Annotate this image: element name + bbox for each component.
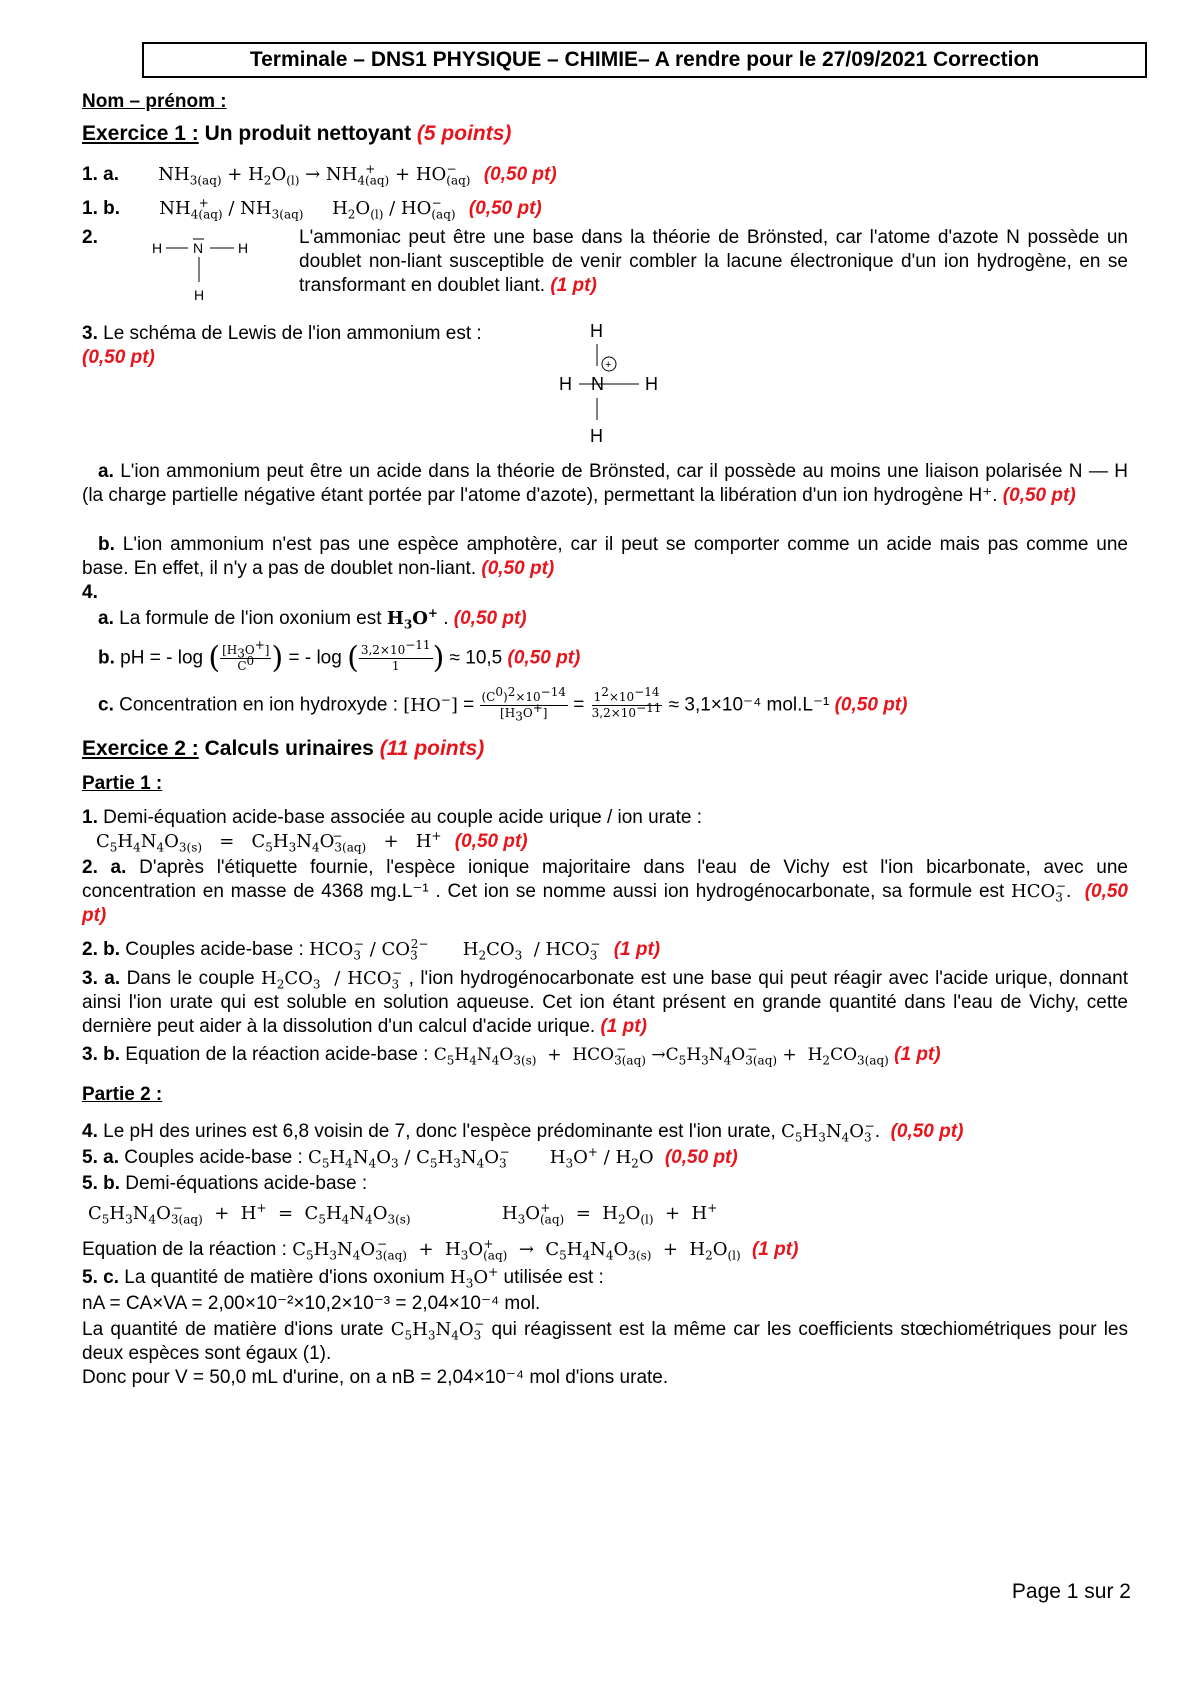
q4a: a. La formule de l'ion oxonium est $H_3O^+$ . (0,50 pt) xyxy=(98,606,527,632)
svg-text:N: N xyxy=(193,240,204,256)
q4c: c. Concentration en ion hydroxyde : [HO−] = $\frac{(C^0)^2\times 10^{-14}}{[H_3O^+]}$ = $\frac{1^2\times 10^{-14}}{3,2\times 10^{-11}}$ ≈ 3,1×10⁻⁴ mol.L⁻¹ (0,50 pt) xyxy=(98,685,908,724)
ex2-q3b: 3. b. Equation de la réaction acide-base : $C_5H_4N_4O_{3(s)} + HCO_{3(aq)}^- \to C_5H_3N_4O_{3(aq)}^- + H_2CO_{3(aq)}$ (1 pt) xyxy=(82,1042,941,1068)
ex2-q4: 4. Le pH des urines est 6,8 voisin de 7, donc l'espèce prédominante est l'ion urate, $C_5H_3N_4O_3^-$. (0,50 pt) xyxy=(82,1119,964,1145)
ex2-q1-equation: $C_5H_4N_4O_{3(s)} = C_5H_3N_4O_{3(aq)}^- + H^+$ (0,50 pt) xyxy=(96,829,528,855)
ex2-q2b: 2. b. Couples acide-base : $HCO_3^- / CO_3^{2-}$ $H_2CO_3 / HCO_3^-$ (1 pt) xyxy=(82,937,661,963)
svg-text:H: H xyxy=(152,240,163,256)
q2-answer: L'ammoniac peut être une base dans la théorie de Brönsted, car l'atome d'azote N possède un doublet non-liant susceptible de venir combler la lacune électronique d'un ion hydrogène, en se transformant en doublet liant. (1 pt) xyxy=(299,227,1128,296)
q1a: 1. a. $NH_{3(aq)} + H_2O_{(l)} \to NH_{4(aq)}^+ + HO_{(aq)}^-$ (0,50 pt) xyxy=(82,162,557,188)
ex2-q1: 1. Demi-équation acide-base associée au couple acide urique / ion urate : xyxy=(82,807,703,828)
svg-text:H: H xyxy=(590,426,603,446)
q3a: a. L'ion ammonium peut être un acide dans la théorie de Brönsted, car il possède au moins une liaison polarisée N — H (la charge partielle négative étant portée par l'atome d'azote), permettant la libération d'un ion hydrogène H⁺. (0,50 pt) xyxy=(82,461,1128,506)
partie-1-heading: Partie 1 : xyxy=(82,773,163,794)
na-calculation: nA = CA×VA = 2,00×10⁻²×10,2×10⁻³ = 2,04×10⁻⁴ mol. xyxy=(82,1293,541,1314)
exercise-2-heading: Exercice 2 : Calculs urinaires (11 points) xyxy=(82,737,485,760)
q2-number: 2. xyxy=(82,227,98,248)
page-number: Page 1 sur 2 xyxy=(1011,1580,1131,1603)
svg-text:H: H xyxy=(559,374,572,394)
ex2-q5a: 5. a. Couples acide-base : $C_5H_4N_4O_3 / C_5H_3N_4O_3^-$ $H_3O^+ / H_2O$ (0,50 pt) xyxy=(82,1145,738,1171)
q1a-equation: $NH_{3(aq)} + H_2O_{(l)} \to NH_{4(aq)}^+ + HO_{(aq)}^-$ xyxy=(158,162,471,188)
q3: 3. Le schéma de Lewis de l'ion ammonium est : xyxy=(82,323,482,344)
ammonia-lewis-structure xyxy=(140,230,280,310)
svg-text:N: N xyxy=(591,374,604,394)
ex2-q5c: 5. c. La quantité de matière d'ions oxonium $H_3O^+$ utilisée est : xyxy=(82,1265,604,1291)
ex2-reaction-equation: Equation de la réaction : $C_5H_3N_4O_{3(aq)}^- + H_3O_{(aq)}^+ \to C_5H_4N_4O_{3(s)} + H_2O_{(l)}$ (1 pt) xyxy=(82,1237,799,1263)
exercise-1-heading: Exercice 1 : Un produit nettoyant (5 points) xyxy=(82,122,512,145)
name-field-label: Nom – prénom : xyxy=(82,91,227,112)
q3-points: (0,50 pt) xyxy=(82,347,155,368)
q4b: b. pH = - log ( $\frac{[H_3O^+]}{C^0}$ ) = - log ( $\frac{3,2\times 10^{-11}}{1}$ ) ≈ 10,5 (0,50 pt) xyxy=(98,638,581,676)
document-title: Terminale – DNS1 PHYSIQUE – CHIMIE– A rendre pour le 27/09/2021 Correction xyxy=(142,42,1147,78)
ex2-q5b: 5. b. Demi-équations acide-base : xyxy=(82,1173,368,1194)
q1b-couples: $NH_{4(aq)}^+ / NH_{3(aq)}$ $H_2O_{(l)} / HO_{(aq)}^-$ xyxy=(159,196,456,222)
conclusion-line: Donc pour V = 50,0 mL d'urine, on a nB = 2,04×10⁻⁴ mol d'ions urate. xyxy=(82,1367,669,1388)
partie-2-heading: Partie 2 : xyxy=(82,1084,163,1105)
q4-number: 4. xyxy=(82,582,98,603)
svg-text:H: H xyxy=(194,287,205,303)
q1b: 1. b. $NH_{4(aq)}^+ / NH_{3(aq)}$ $H_2O_{(l)} / HO_{(aq)}^-$ (0,50 pt) xyxy=(82,196,542,222)
urate-quantity: La quantité de matière d'ions urate $C_5H_3N_4O_3^-$ qui réagissent est la même car les coefficients stœchiométriques pour les deux espèces sont égaux (1). xyxy=(82,1317,1128,1364)
ammonium-lewis-structure xyxy=(559,320,735,460)
svg-text:H: H xyxy=(645,374,658,394)
svg-text:H: H xyxy=(590,321,603,341)
q3b: b. L'ion ammonium n'est pas une espèce amphotère, car il peut se comporter comme un acide mais pas comme une base. En effet, il n'y a pas de doublet non-liant. (0,50 pt) xyxy=(82,534,1128,579)
ex2-q3a: 3. a. Dans le couple $H_2CO_3 / HCO_3^-$ , l'ion hydrogénocarbonate est une base qui peut réagir avec l'acide urique, donnant ainsi l'ion urate qui est soluble en solution aqueuse. Cet ion étant présent en grande quantité dans l'eau de Vichy, cette dernière peut aider à la dissolution d'un calcul d'acide urique. (1 pt) xyxy=(82,966,1128,1037)
svg-text:+: + xyxy=(605,359,612,371)
ex2-q5b-half-equations: $C_5H_3N_4O_{3(aq)}^- + H^+ = C_5H_4N_4O_{3(s)}$ $H_3O_{(aq)}^+ = H_2O_{(l)} + H^+$ xyxy=(88,1201,718,1227)
svg-text:H: H xyxy=(238,240,249,256)
ex2-q2a: 2. a. D'après l'étiquette fournie, l'espèce ionique majoritaire dans l'eau de Vichy est l'ion bicarbonate, avec une concentration en masse de 4368 mg.L⁻¹ . Cet ion se nomme aussi ion hydrogénocarbonate, sa formule est $HCO_3^-$. (0,50 pt) xyxy=(82,857,1128,926)
